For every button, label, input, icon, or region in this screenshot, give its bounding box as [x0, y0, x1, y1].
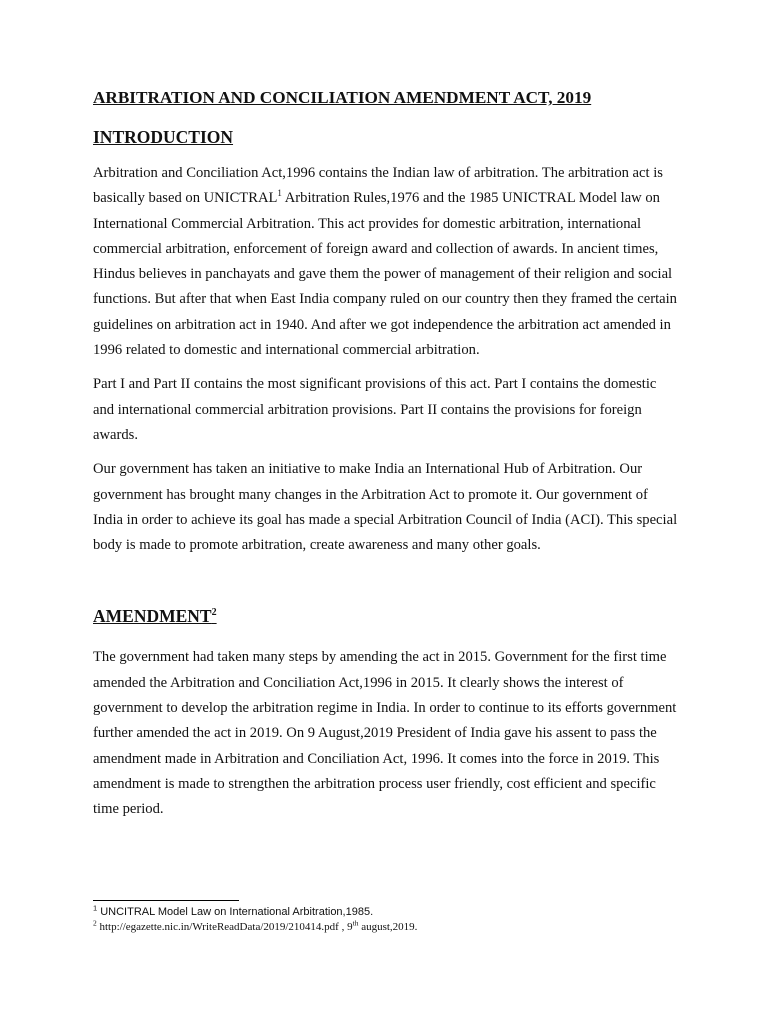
document-body — [93, 86, 678, 823]
paragraph-intro-2: Part I and Part II contains the most significant provisions of this act. Part I contains the domestic and international commercial arbitration provisions. Part II contains the provisions for foreign awards. — [93, 376, 657, 443]
footnote-2-text-b: august,2019. — [358, 921, 418, 933]
footnote-2-ordinal: th — [352, 918, 359, 928]
heading-amendment — [93, 604, 678, 628]
footnote-1-text: UNCITRAL Model Law on International Arbitration,1985. — [97, 906, 374, 918]
footnote-ref-2: 2 — [211, 607, 217, 619]
footnote-1 — [93, 905, 713, 920]
heading-amendment-text: AMENDMENT — [93, 606, 212, 627]
paragraph-intro-1-text-a: Arbitration and Conciliation Act,1996 contains the Indian law of arbitration. The arbitration act is basically based on UNICTRAL — [93, 165, 663, 207]
paragraph-intro-3: Our government has taken an initiative to make India an International Hub of Arbitration. Our government has brought many changes in the Arbitration Act to promote it. Our government of India in order to achieve its goal has made a special Arbitration Council of India (ACI). This special body is made to promote arbitration, create awareness and many other goals. — [93, 461, 678, 554]
paragraph-intro-1 — [93, 161, 678, 363]
footnote-2 — [93, 920, 713, 935]
paragraph-amendment-1: The government had taken many steps by amending the act in 2015. Government for the first time amended the Arbitration and Conciliation Act,1996 in 2015. It clearly shows the interest of government to develop the arbitration regime in India. In order to continue to its efforts government further amended the act in 2019. On 9 August,2019 President of India gave his assent to pass the amendment made in Arbitration and Conciliation Act, 1996. It comes into the force in 2019. This amendment is made to strengthen the arbitration process user friendly, cost efficient and specific time period. — [93, 649, 677, 818]
footnote-ref-1: 1 — [277, 188, 282, 199]
footnotes — [93, 900, 713, 935]
footnote-1-mark: 1 — [93, 903, 98, 913]
footnote-2-text-a: http://egazette.nic.in/WriteReadData/2019/210414.pdf , 9 — [96, 921, 353, 933]
paragraph-intro-1-text-b: Arbitration Rules,1976 and the 1985 UNICTRAL Model law on International Commercial Arbitration. This act provides for domestic arbitration, international commercial arbitration, enforcement of foreign award and collection of awards. In ancient times, Hindus believes in panchayats and gave them the power of management of their religion and social functions. But after that when East India company ruled on our country then they framed the certain guidelines on arbitration act in 1940. And after we got independence the arbitration act amended in 1996 related to domestic and international commercial arbitration. — [93, 190, 677, 359]
heading-introduction: INTRODUCTION — [93, 127, 234, 147]
footnote-divider — [93, 900, 239, 901]
document-title: ARBITRATION AND CONCILIATION AMENDMENT ACT, 2019 — [93, 88, 592, 107]
footnote-2-mark: 2 — [93, 918, 97, 928]
